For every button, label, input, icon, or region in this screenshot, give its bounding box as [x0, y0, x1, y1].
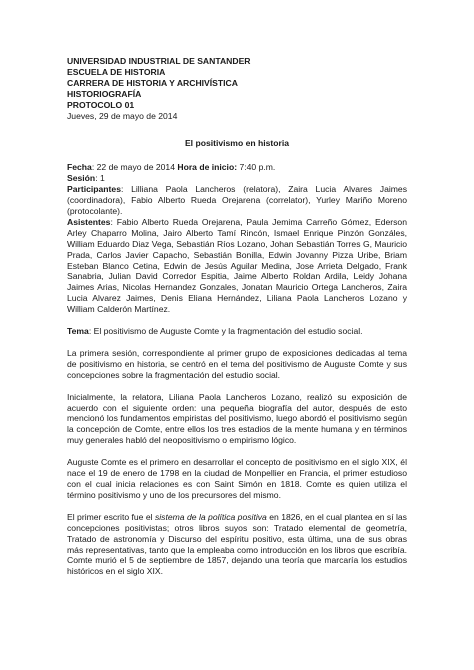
asistentes-block: [67, 217, 407, 315]
hora-value: 7:40 p.m.: [237, 162, 276, 173]
paragraph-comte: Auguste Comte es el primero en desarrollar el concepto de positivismo en el siglo XIX, él nace el 19 de enero de 1798 en la ciudad de Monpellier en Francia, el primer estudioso con el cual inicia relaciones es con Saint Simón en 1818. Comte es quien utiliza el término positivismo y uno de los precursores del mismo.: [67, 457, 407, 500]
tema-value: : El positivismo de Auguste Comte y la fragmentación del estudio social.: [88, 326, 363, 337]
fecha-line: [67, 162, 407, 173]
career-name: CARRERA DE HISTORIA Y ARCHIVÍSTICA: [67, 77, 238, 88]
asistentes-label: Asistentes: [67, 216, 111, 227]
protocol-number: PROTOCOLO 01: [67, 99, 135, 110]
sesion-line: [67, 173, 407, 184]
paragraph-intro: La primera sesión, correspondiente al primer grupo de exposiciones dedicadas al tema de positivismo en historia, se centró en el tema del positivismo de Auguste Comte y sus concepciones sobre la fragmentación del estudio social.: [67, 347, 407, 380]
document-page: [67, 56, 407, 588]
paragraph-escritos-start: El primer escrito fue el: [67, 511, 155, 522]
book-title-italic: sistema de la política positiva: [154, 511, 267, 522]
fecha-label: Fecha: [67, 162, 92, 173]
school-name: ESCUELA DE HISTORIA: [67, 66, 166, 77]
participantes-block: [67, 184, 407, 217]
participantes-label: Participantes: [67, 184, 121, 195]
document-title: El positivismo en historia: [184, 138, 290, 149]
sesion-label: Sesión: [67, 173, 96, 184]
subject-name: HISTORIOGRAFÍA: [67, 88, 142, 99]
paragraph-escritos-rest: en 1826, en el cual plantea en sí las concepciones positivistas; otros libros suyos son: Tratado elemental de geometría, Tratado de astronomía y Discurso del espíritu positivo, esta última, una de sus obras más representativas, tanto que la empleaba como introducción en los libros que escribía. Comte murió el 5 de septiembre de 1857, dejando una teoría que marcaría los estudios históricos en el siglo XIX.: [67, 511, 407, 577]
asistentes-value: : Fabio Alberto Rueda Orejarena, Paula Jemima Carreño Gómez, Ederson Arley Chaparro Molina, Jairo Alberto Tamí Rincón, Ismael Enrique Pinzón Gonzáles, William Eduardo Diaz Vega, Sebastián Ríos Lozano, Johan Sebastián Torres G, Mauricio Prada, Carlos Javier Capacho, Sebastián Bonilla, Edwin Jovanny Pizza Uribe, Briam Esteban Blanco Cetina, Edwin de Jesús Aguilar Medina, Jose Arrieta Delgado, Frank Sanabria, Julian David Corredor Espitia, Jaime Alberto Roldan Ardila, Leidy Johana Jaimes Arias, Nicolas Hernandez Gonzales, Jonatan Mauricio Ortega Lancheros, Zaira Lucia Alvarez Jaimes, Denis Eliana Hernández, Liliana Paola Lancheros Lozano y William Calderón Martínez.: [67, 216, 407, 315]
document-date: Jueves, 29 de mayo de 2014: [67, 110, 178, 121]
participantes-value: : Lilliana Paola Lancheros (relatora), Zaira Lucia Alvares Jaimes (coordinadora), Fabio Alberto Rueda Orejarena (correlator), Yurley Mariño Moreno (protocolante).: [67, 184, 407, 216]
hora-label: Hora de inicio:: [177, 162, 238, 173]
paragraph-escritos: [67, 512, 407, 577]
fecha-value: : 22 de mayo de 2014: [91, 162, 175, 173]
tema-line: [67, 326, 407, 337]
tema-label: Tema: [67, 326, 89, 337]
university-name: UNIVERSIDAD INDUSTRIAL DE SANTANDER: [67, 56, 251, 66]
sesion-value: : 1: [95, 173, 105, 184]
paragraph-relatora: Inicialmente, la relatora, Liliana Paola Lancheros Lozano, realizó su exposición de acuerdo con el siguiente orden: una pequeña biografía del autor, después de esto mencionó los fundamentos empiristas del positivismo, luego abordó el positivismo según la concepción de Comte, entre ellos los tres estadios de la mente humana y en términos muy generales habló del neopositivismo o empirismo lógico.: [67, 391, 407, 446]
